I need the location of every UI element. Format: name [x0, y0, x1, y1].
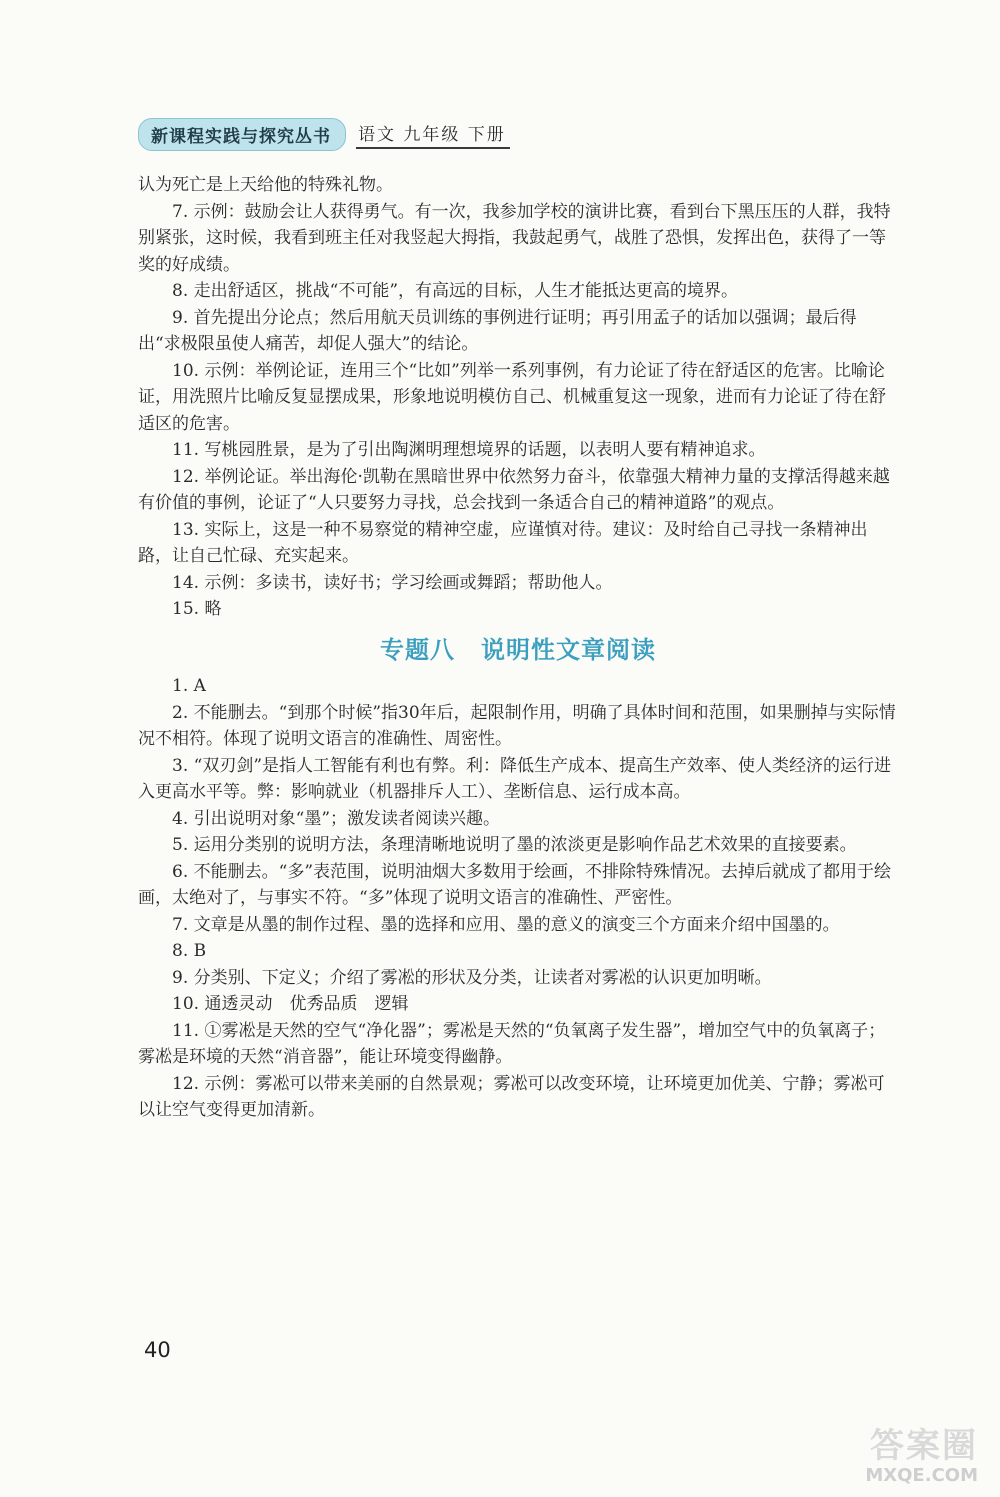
watermark-site: MXQE.COM: [865, 1465, 978, 1486]
series-badge: 新课程实践与探究丛书: [138, 118, 346, 151]
watermark: [808, 1418, 988, 1490]
page-header: [138, 118, 510, 151]
answer-item: 10. 通透灵动 优秀品质 逻辑: [172, 994, 409, 1014]
answer-item: 9. 首先提出分论点；然后用航天员训练的事例进行证明；再引用孟子的话加以强调；最后得出“求极限虽使人痛苦，却促人强大”的结论。: [138, 307, 857, 354]
answer-item: 3. “双刃剑”是指人工智能有利也有弊。利：降低生产成本、提高生产效率、使人类经济的运行进入更高水平等。弊：影响就业（机器排斥人工）、垄断信息、运行成本高。: [138, 755, 892, 802]
subject-label: 语文 九年级 下册: [356, 120, 510, 149]
answer-list-top: [138, 172, 898, 623]
answer-item: 8. 走出舒适区，挑战“不可能”，有高远的目标，人生才能抵达更高的境界。: [172, 281, 739, 301]
answer-item: 12. 举例论证。举出海伦·凯勒在黑暗世界中依然努力奋斗，依靠强大精神力量的支撑活得越来越有价值的事例，论证了“人只要努力寻找，总会找到一条适合自己的精神道路”的观点。: [138, 466, 890, 513]
answer-content: [138, 172, 898, 1124]
section-title: 说明性文章阅读: [481, 635, 656, 664]
answer-item: 认为死亡是上天给他的特殊礼物。: [138, 175, 393, 195]
answer-item: 5. 运用分类别的说明方法，条理清晰地说明了墨的浓淡更是影响作品艺术效果的直接要素。: [172, 835, 857, 855]
answer-item: 7. 示例：鼓励会让人获得勇气。有一次，我参加学校的演讲比赛，看到台下黑压压的人群，我特别紧张，这时候，我看到班主任对我竖起大拇指，我鼓起勇气，战胜了恐惧，发挥出色，获得了一等奖的好成绩。: [138, 201, 891, 275]
section-heading: [138, 637, 898, 664]
answer-item: 11. ①雾凇是天然的空气“净化器”；雾凇是天然的“负氧离子发生器”，增加空气中的负氧离子；雾凇是环境的天然“消音器”，能让环境变得幽静。: [138, 1020, 886, 1067]
answer-item: 4. 引出说明对象“墨”；激发读者阅读兴趣。: [172, 808, 501, 829]
answer-item: 14. 示例：多读书，读好书；学习绘画或舞蹈；帮助他人。: [172, 572, 613, 593]
answer-list-bottom: [138, 673, 898, 1124]
answer-item: 7. 文章是从墨的制作过程、墨的选择和应用、墨的意义的演变三个方面来介绍中国墨的。: [172, 914, 840, 935]
page-number: 40: [144, 1338, 171, 1362]
answer-item: 9. 分类别、下定义；介绍了雾凇的形状及分类，让读者对雾凇的认识更加明晰。: [172, 967, 772, 988]
answer-item: 8. B: [172, 941, 207, 961]
section-label: 专题八: [380, 635, 455, 664]
answer-item: 12. 示例：雾凇可以带来美丽的自然景观；雾凇可以改变环境，让环境更加优美、宁静；雾凇可以让空气变得更加清新。: [138, 1073, 885, 1120]
answer-item: 13. 实际上，这是一种不易察觉的精神空虚，应谨慎对待。建议：及时给自己寻找一条精神出路，让自己忙碌、充实起来。: [138, 519, 868, 566]
watermark-logo: 答案圈: [870, 1426, 978, 1466]
answer-item: 2. 不能删去。“到那个时候”指30年后，起限制作用，明确了具体时间和范围，如果删掉与实际情况不相符。体现了说明文语言的准确性、周密性。: [138, 702, 896, 749]
answer-item: 15. 略: [172, 599, 222, 619]
answer-item: 6. 不能删去。“多”表范围，说明油烟大多数用于绘画，不排除特殊情况。去掉后就成了都用于绘画，太绝对了，与事实不符。“多”体现了说明文语言的准确性、严密性。: [138, 861, 892, 908]
answer-item: 1. A: [172, 676, 206, 696]
answer-item: 11. 写桃园胜景，是为了引出陶渊明理想境界的话题，以表明人要有精神追求。: [172, 440, 766, 460]
answer-item: 10. 示例：举例论证，连用三个“比如”列举一系列事例，有力论证了待在舒适区的危害。比喻论证，用洗照片比喻反复显摆成果，形象地说明模仿自己、机械重复这一现象，进而有力论证了待在舒适区的危害。: [138, 360, 886, 434]
